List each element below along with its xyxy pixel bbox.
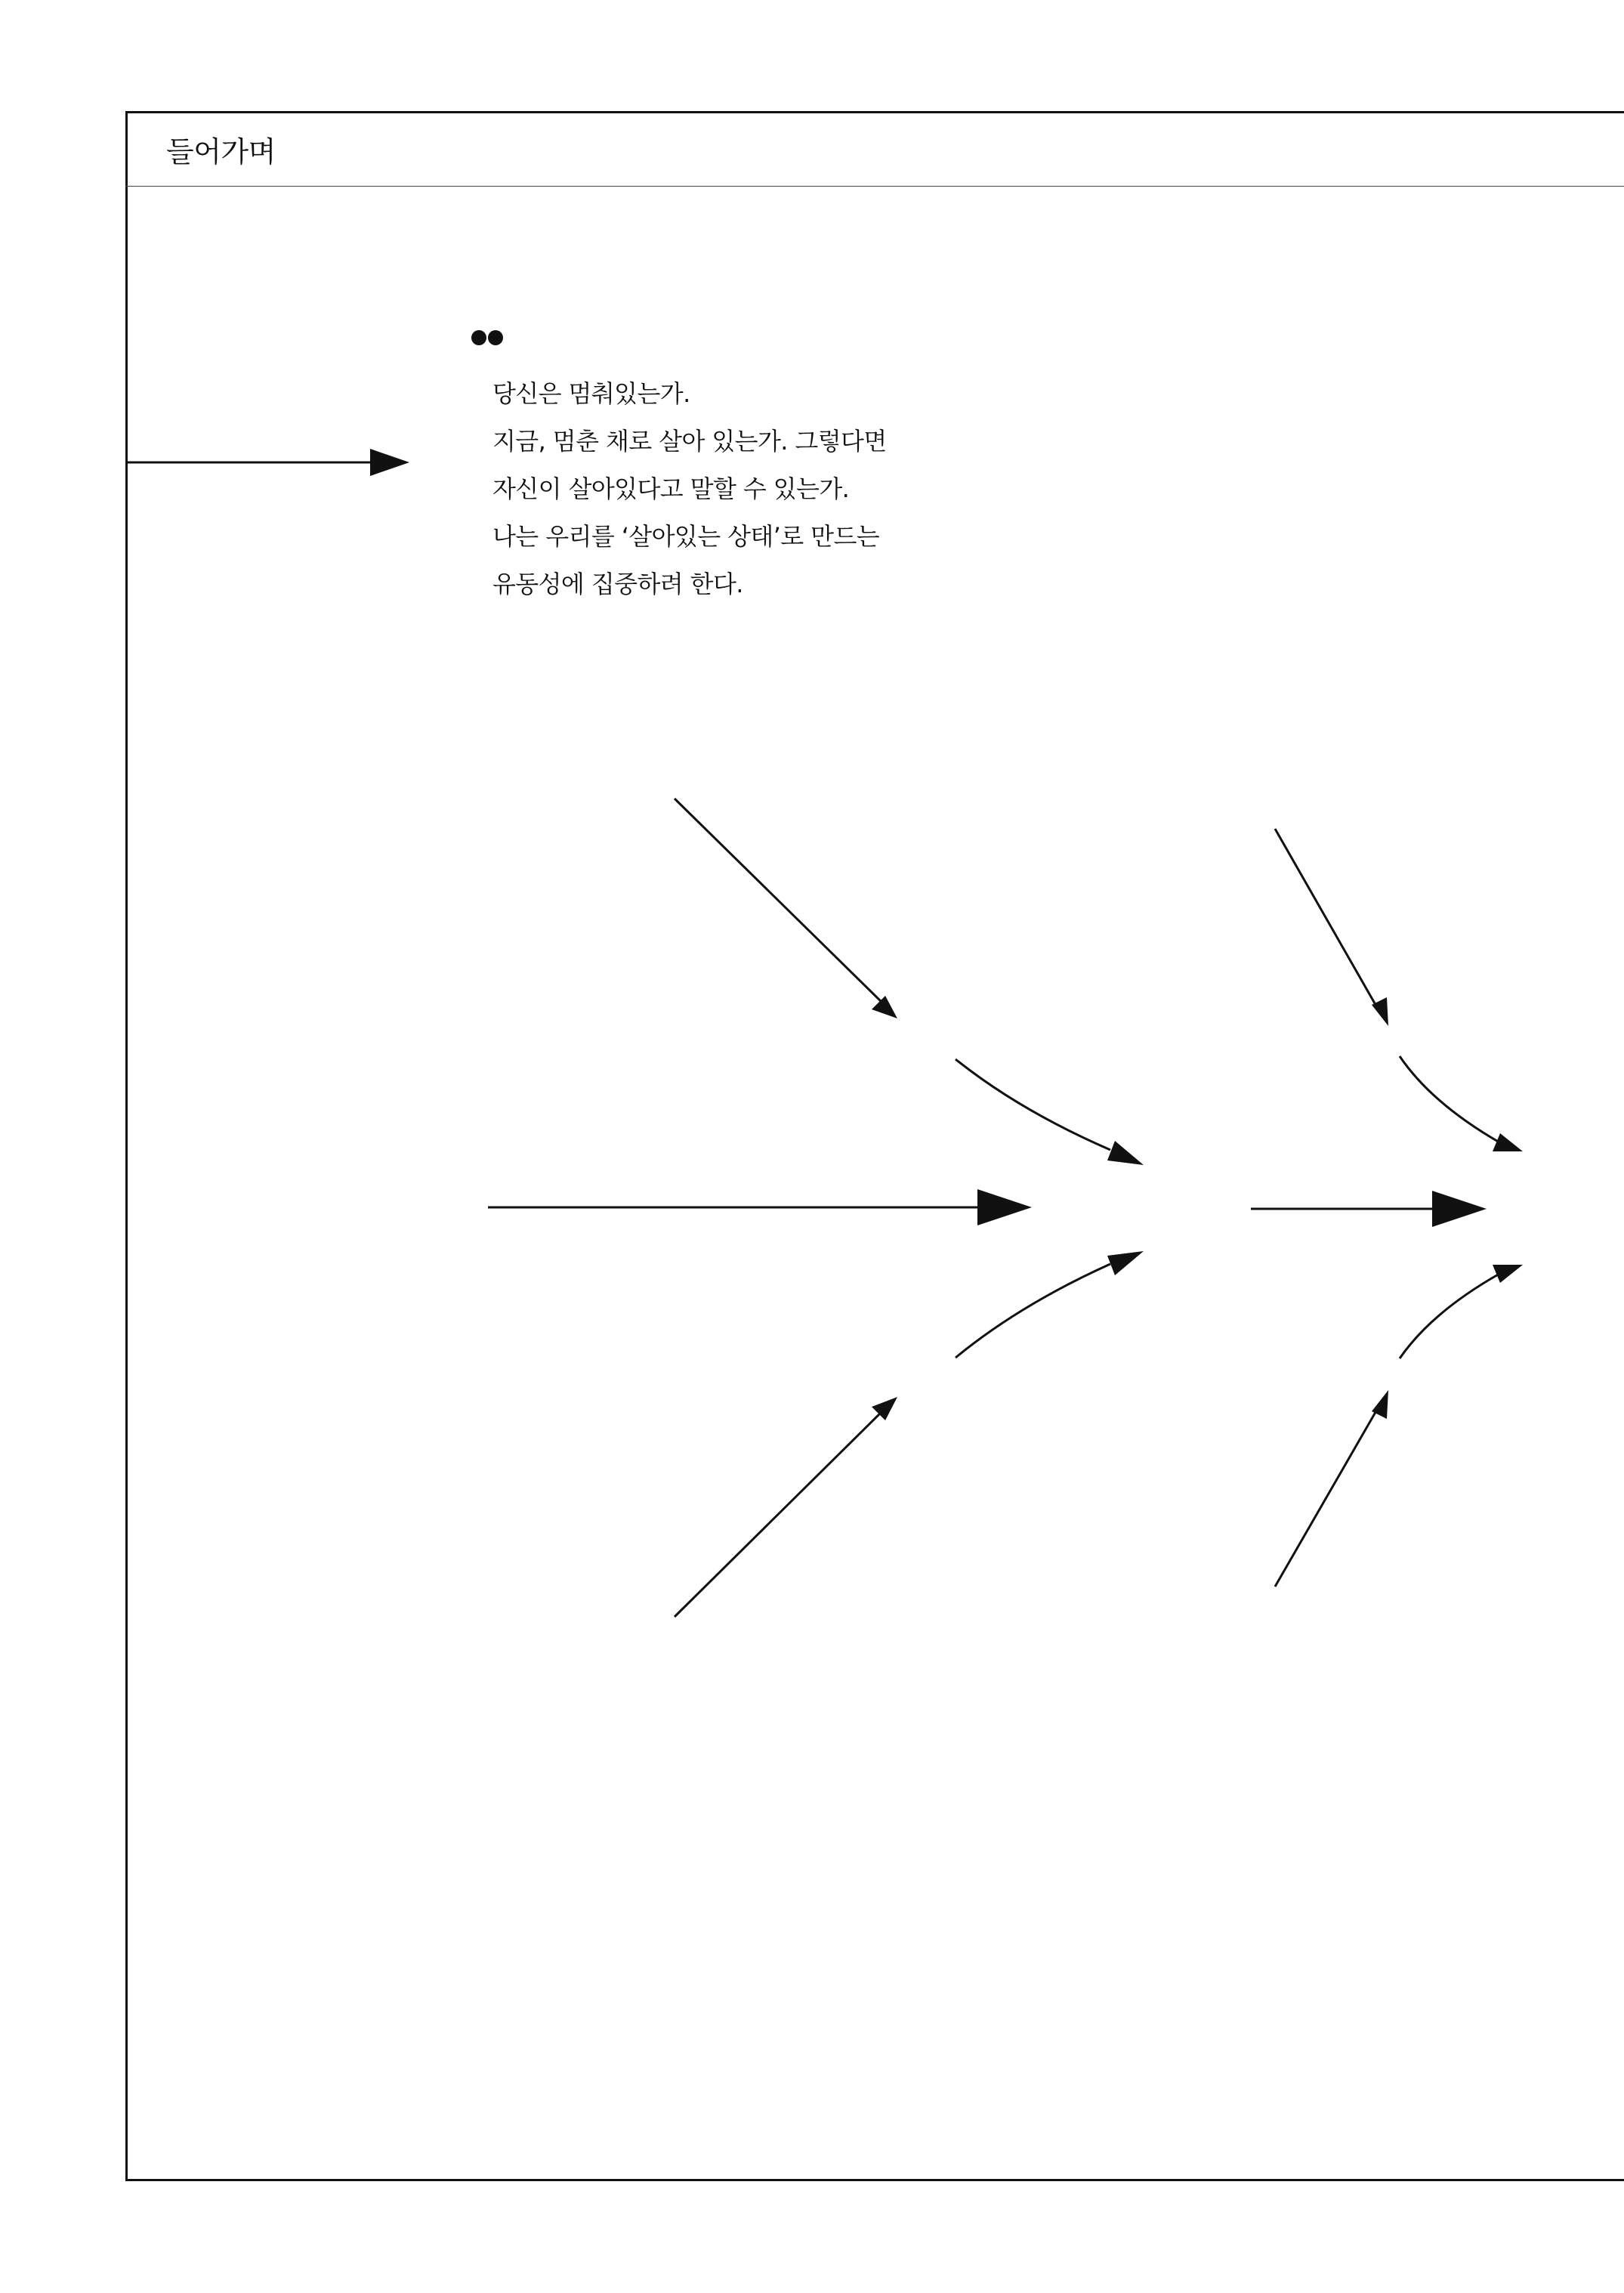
arrow-head-center-1	[977, 1189, 1032, 1225]
arrow-head-center-2	[1432, 1191, 1487, 1227]
intro-line-2: 지금, 멈춘 채로 살아 있는가. 그렇다면	[492, 427, 887, 456]
arrow-head-lower-curve-2	[1493, 1265, 1523, 1283]
arrow-head-lower-curve-1	[1107, 1251, 1144, 1275]
arrow-upper-curve-2	[1400, 1056, 1499, 1142]
intro-line-3: 자신이 살아있다고 말할 수 있는가.	[492, 474, 850, 503]
section-title: 들어가며	[166, 135, 276, 168]
intro-line-5: 유동성에 집중하려 한다.	[492, 570, 743, 598]
arrow-upper-diagonal-2	[1275, 829, 1378, 1009]
intro-line-1: 당신은 멈춰있는가.	[492, 379, 690, 408]
intro-line-4: 나는 우리를 ‘살아있는 상태’로 만드는	[492, 522, 880, 551]
arrow-head-upper-curve-2	[1493, 1133, 1523, 1151]
arrow-lower-curve-2	[1400, 1274, 1499, 1358]
arrow-head-upper-curve-1	[1107, 1141, 1144, 1165]
arrow-upper-curve-1	[956, 1059, 1110, 1150]
arrow-upper-diagonal-1	[675, 799, 885, 1006]
arrow-head-upper-diagonal-1	[872, 996, 897, 1018]
arrow-lower-diagonal-2	[1275, 1408, 1378, 1587]
pointer-arrow-head	[370, 449, 409, 476]
arrow-lower-diagonal-1	[675, 1408, 885, 1617]
arrow-lower-curve-1	[956, 1264, 1110, 1358]
